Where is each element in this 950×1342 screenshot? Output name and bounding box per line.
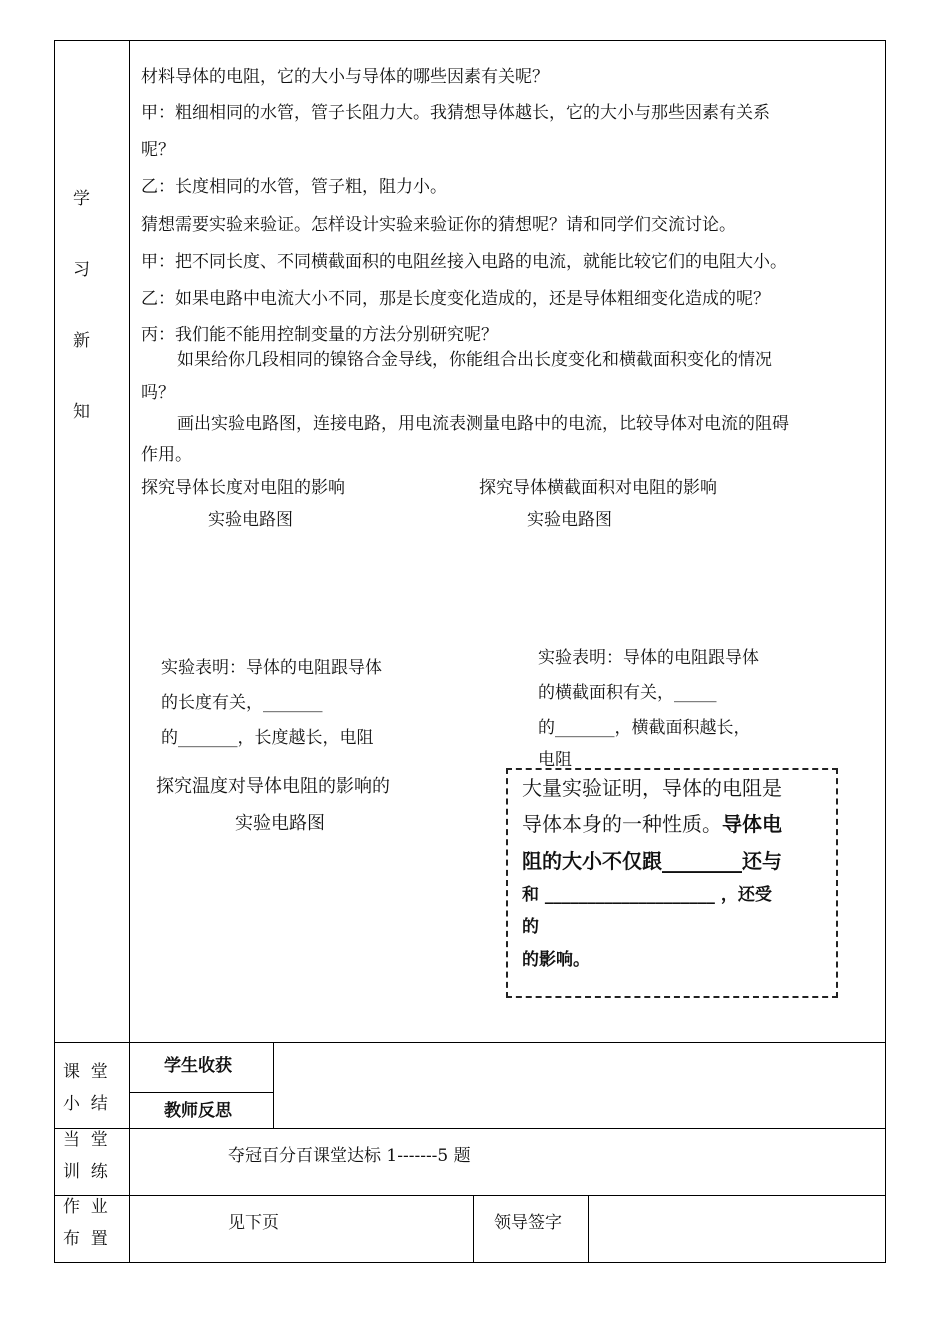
left-circuit-caption: 实验电路图	[208, 510, 293, 530]
left-conclusion-3: 的_______，长度越长，电阻	[161, 728, 374, 748]
side-label-zuoye: 作 业	[63, 1197, 108, 1217]
row-divider-summary	[54, 1042, 886, 1043]
temperature-circuit-caption: 实验电路图	[235, 813, 325, 834]
side-label-xunlian: 训 练	[63, 1162, 108, 1182]
right-conclusion-1: 实验表明：导体的电阻跟导体	[538, 648, 759, 668]
table-border-left	[54, 40, 55, 1263]
box-line-6: 的影响。	[522, 950, 590, 970]
content-line-9: 如果给你几段相同的镍铬合金导线，你能组合出长度变化和横截面积变化的情况	[177, 350, 772, 370]
right-conclusion-4: 电阻	[538, 750, 572, 766]
column-divider	[129, 40, 130, 1263]
right-circuit-caption: 实验电路图	[527, 510, 612, 530]
side-label-xue: 学	[73, 189, 90, 209]
summary-inner-horizontal	[129, 1092, 274, 1093]
table-border-bottom	[54, 1262, 886, 1263]
teacher-reflect-label: 教师反思	[164, 1101, 232, 1121]
homework-divider-2	[588, 1195, 589, 1263]
box-line-3: 阻的大小不仅跟________还与	[522, 849, 782, 873]
row-divider-homework	[54, 1195, 886, 1196]
content-line-6: 甲：把不同长度、不同横截面积的电阻丝接入电路的电流，就能比较它们的电阻大小。	[141, 252, 787, 272]
content-line-5: 猜想需要实验来验证。怎样设计实验来验证你的猜想呢？请和同学们交流讨论。	[141, 215, 736, 235]
right-conclusion-2: 的横截面积有关，_____	[538, 683, 717, 703]
training-text: 夺冠百分百课堂达标 1-------5 题	[228, 1146, 471, 1166]
left-conclusion-1: 实验表明：导体的电阻跟导体	[161, 658, 382, 678]
box-line-5: 的	[522, 917, 539, 937]
side-label-xin: 新	[73, 331, 90, 351]
side-label-zhi: 知	[73, 402, 90, 422]
box-line-1: 大量实验证明，导体的电阻是	[522, 776, 782, 800]
box-line-4: 和 ____________________ ，还受	[522, 885, 772, 905]
summary-inner-vertical	[273, 1042, 274, 1128]
student-gain-label: 学生收获	[164, 1056, 232, 1076]
content-line-2: 甲：粗细相同的水管，管子长阻力大。我猜想导体越长，它的大小与那些因素有关系	[141, 103, 770, 123]
right-experiment-title: 探究导体横截面积对电阻的影响	[479, 478, 717, 498]
table-border-right	[885, 40, 886, 1263]
right-conclusion-3: 的_______，横截面积越长，	[538, 718, 751, 738]
left-experiment-title: 探究导体长度对电阻的影响	[141, 478, 345, 498]
leader-sign-label: 领导签字	[494, 1213, 562, 1233]
box-line-2-normal: 导体本身的一种性质。	[522, 812, 722, 836]
content-line-12: 作用。	[141, 445, 192, 465]
box-line-2	[522, 812, 782, 836]
temperature-experiment-title: 探究温度对导体电阻的影响的	[156, 776, 390, 797]
content-line-4: 乙：长度相同的水管，管子粗，阻力小。	[141, 177, 447, 197]
side-label-buzhi: 布 置	[63, 1229, 108, 1249]
content-line-1: 材料导体的电阻，它的大小与导体的哪些因素有关呢？	[141, 67, 549, 87]
content-line-10: 吗？	[141, 383, 175, 403]
box-line-2-bold: 导体电	[722, 812, 782, 836]
side-label-xi: 习	[73, 260, 90, 280]
left-conclusion-2: 的长度有关，_______	[161, 693, 323, 713]
content-line-7: 乙：如果电路中电流大小不同，那是长度变化造成的，还是导体粗细变化造成的呢？	[141, 289, 770, 309]
side-label-dangtang: 当 堂	[63, 1130, 108, 1150]
content-line-11: 画出实验电路图，连接电路，用电流表测量电路中的电流，比较导体对电流的阻碍	[177, 414, 789, 434]
content-line-3: 呢？	[141, 140, 175, 160]
table-border-top	[54, 40, 886, 41]
side-label-ketang: 课 堂	[63, 1062, 108, 1082]
homework-text: 见下页	[228, 1213, 279, 1233]
homework-divider-1	[473, 1195, 474, 1263]
row-divider-training	[54, 1128, 886, 1129]
content-line-8: 丙：我们能不能用控制变量的方法分别研究呢？	[141, 325, 498, 345]
side-label-xiaojie: 小 结	[63, 1094, 108, 1114]
